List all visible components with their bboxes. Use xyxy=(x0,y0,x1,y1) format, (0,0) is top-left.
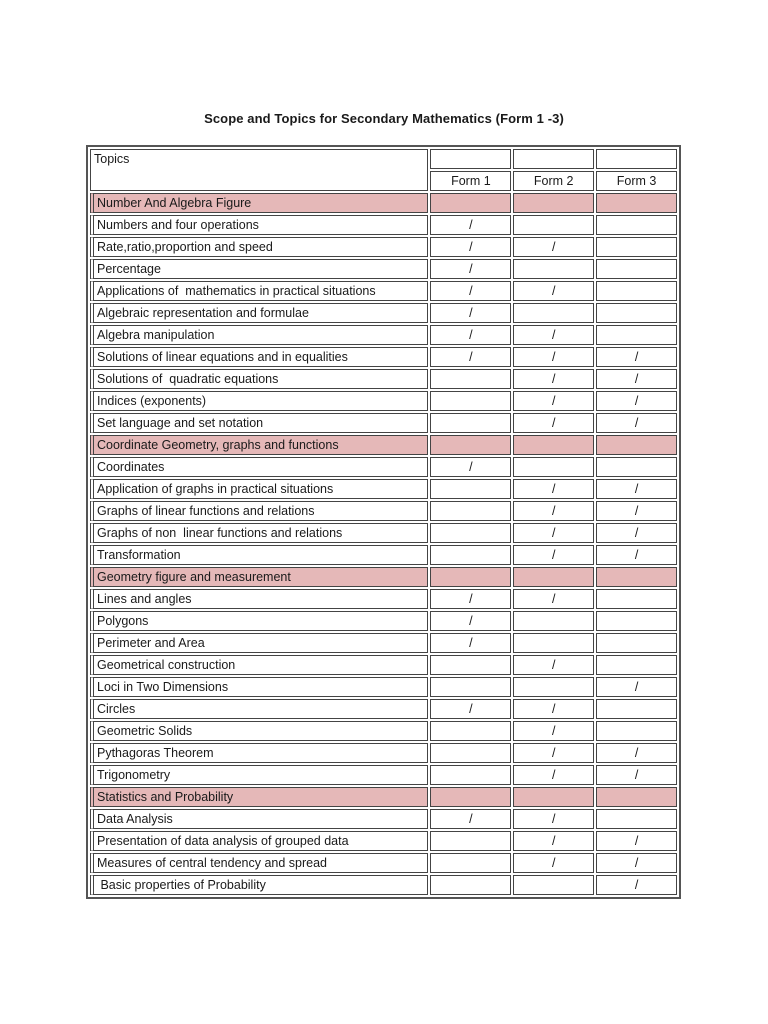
form-3-mark-cell: / xyxy=(596,501,677,521)
form-3-mark-cell: / xyxy=(596,853,677,873)
form-3-mark-cell: / xyxy=(596,391,677,411)
topic-row xyxy=(90,457,677,477)
topic-row xyxy=(90,809,677,829)
topic-label: Basic properties of Probability xyxy=(90,875,428,895)
form-1-mark-cell xyxy=(430,567,511,587)
topic-label: Geometric Solids xyxy=(90,721,428,741)
form-header-cell: Form 3 xyxy=(596,171,677,191)
form-2-mark-cell xyxy=(513,787,594,807)
form-3-mark-cell: / xyxy=(596,369,677,389)
form-3-mark-cell xyxy=(596,303,677,323)
form-1-mark-cell: / xyxy=(430,215,511,235)
form-3-mark-cell: / xyxy=(596,413,677,433)
topic-row xyxy=(90,523,677,543)
form-3-mark-cell: / xyxy=(596,479,677,499)
form-2-mark-cell: / xyxy=(513,853,594,873)
section-label: Statistics and Probability xyxy=(90,787,428,807)
topic-row xyxy=(90,259,677,279)
form-1-mark-cell: / xyxy=(430,611,511,631)
header-blank-cell xyxy=(596,149,677,169)
form-1-mark-cell: / xyxy=(430,457,511,477)
form-1-mark-cell xyxy=(430,721,511,741)
topic-row xyxy=(90,369,677,389)
topic-label: Algebraic representation and formulae xyxy=(90,303,428,323)
form-3-mark-cell xyxy=(596,809,677,829)
form-2-mark-cell: / xyxy=(513,347,594,367)
form-1-mark-cell xyxy=(430,853,511,873)
form-1-mark-cell xyxy=(430,831,511,851)
form-1-mark-cell xyxy=(430,743,511,763)
form-2-mark-cell xyxy=(513,193,594,213)
form-1-mark-cell xyxy=(430,193,511,213)
topic-row xyxy=(90,237,677,257)
form-1-mark-cell xyxy=(430,435,511,455)
topic-label: Data Analysis xyxy=(90,809,428,829)
form-1-mark-cell xyxy=(430,523,511,543)
form-3-mark-cell: / xyxy=(596,875,677,895)
form-2-mark-cell: / xyxy=(513,501,594,521)
form-3-mark-cell xyxy=(596,567,677,587)
form-header-cell: Form 1 xyxy=(430,171,511,191)
topic-row xyxy=(90,633,677,653)
section-label: Coordinate Geometry, graphs and functions xyxy=(90,435,428,455)
topics-table xyxy=(86,145,681,899)
topic-row xyxy=(90,875,677,895)
topic-row xyxy=(90,325,677,345)
topic-row xyxy=(90,853,677,873)
form-3-mark-cell: / xyxy=(596,523,677,543)
form-2-mark-cell xyxy=(513,567,594,587)
form-3-mark-cell xyxy=(596,237,677,257)
form-3-mark-cell: / xyxy=(596,545,677,565)
topic-row xyxy=(90,215,677,235)
form-2-mark-cell: / xyxy=(513,721,594,741)
form-3-mark-cell xyxy=(596,325,677,345)
form-3-mark-cell xyxy=(596,215,677,235)
section-row xyxy=(90,193,677,213)
form-1-mark-cell xyxy=(430,787,511,807)
form-2-mark-cell: / xyxy=(513,831,594,851)
section-row xyxy=(90,787,677,807)
topic-row xyxy=(90,479,677,499)
form-1-mark-cell xyxy=(430,479,511,499)
topic-row xyxy=(90,831,677,851)
form-2-mark-cell: / xyxy=(513,589,594,609)
form-3-mark-cell: / xyxy=(596,831,677,851)
topic-row xyxy=(90,721,677,741)
document-title: Scope and Topics for Secondary Mathematics (Form 1 -3) xyxy=(204,111,564,126)
form-3-mark-cell: / xyxy=(596,743,677,763)
form-2-mark-cell xyxy=(513,611,594,631)
topic-label: Coordinates xyxy=(90,457,428,477)
section-row xyxy=(90,435,677,455)
topic-label: Solutions of linear equations and in equalities xyxy=(90,347,428,367)
form-2-mark-cell: / xyxy=(513,523,594,543)
form-3-mark-cell xyxy=(596,721,677,741)
form-1-mark-cell xyxy=(430,875,511,895)
form-1-mark-cell: / xyxy=(430,303,511,323)
form-2-mark-cell: / xyxy=(513,391,594,411)
form-1-mark-cell: / xyxy=(430,633,511,653)
form-1-mark-cell xyxy=(430,413,511,433)
form-1-mark-cell: / xyxy=(430,589,511,609)
form-1-mark-cell xyxy=(430,545,511,565)
topic-label: Applications of mathematics in practical situations xyxy=(90,281,428,301)
header-blank-cell xyxy=(513,149,594,169)
section-label: Geometry figure and measurement xyxy=(90,567,428,587)
topic-label: Loci in Two Dimensions xyxy=(90,677,428,697)
form-1-mark-cell xyxy=(430,655,511,675)
topic-label: Numbers and four operations xyxy=(90,215,428,235)
form-2-mark-cell: / xyxy=(513,369,594,389)
form-1-mark-cell xyxy=(430,369,511,389)
form-2-mark-cell: / xyxy=(513,699,594,719)
topic-label: Percentage xyxy=(90,259,428,279)
topic-label: Perimeter and Area xyxy=(90,633,428,653)
form-1-mark-cell xyxy=(430,677,511,697)
form-2-mark-cell: / xyxy=(513,545,594,565)
topic-label: Rate,ratio,proportion and speed xyxy=(90,237,428,257)
form-3-mark-cell: / xyxy=(596,347,677,367)
form-1-mark-cell xyxy=(430,501,511,521)
topic-row xyxy=(90,765,677,785)
section-row xyxy=(90,567,677,587)
table-header-row-top xyxy=(90,149,677,169)
form-2-mark-cell xyxy=(513,435,594,455)
form-1-mark-cell xyxy=(430,391,511,411)
form-1-mark-cell: / xyxy=(430,325,511,345)
form-3-mark-cell xyxy=(596,281,677,301)
form-2-mark-cell xyxy=(513,677,594,697)
form-1-mark-cell: / xyxy=(430,237,511,257)
topic-label: Indices (exponents) xyxy=(90,391,428,411)
form-2-mark-cell: / xyxy=(513,325,594,345)
topic-row xyxy=(90,303,677,323)
topic-label: Application of graphs in practical situations xyxy=(90,479,428,499)
form-2-mark-cell: / xyxy=(513,655,594,675)
form-3-mark-cell xyxy=(596,655,677,675)
topic-row xyxy=(90,413,677,433)
form-3-mark-cell xyxy=(596,435,677,455)
form-2-mark-cell: / xyxy=(513,413,594,433)
topic-row xyxy=(90,545,677,565)
form-3-mark-cell: / xyxy=(596,677,677,697)
form-1-mark-cell: / xyxy=(430,347,511,367)
form-3-mark-cell xyxy=(596,787,677,807)
form-3-mark-cell: / xyxy=(596,765,677,785)
form-1-mark-cell xyxy=(430,765,511,785)
topic-label: Set language and set notation xyxy=(90,413,428,433)
form-2-mark-cell xyxy=(513,875,594,895)
form-3-mark-cell xyxy=(596,633,677,653)
form-2-mark-cell xyxy=(513,457,594,477)
topic-row xyxy=(90,655,677,675)
topic-row xyxy=(90,347,677,367)
topic-row xyxy=(90,391,677,411)
form-3-mark-cell xyxy=(596,193,677,213)
form-2-mark-cell: / xyxy=(513,237,594,257)
form-3-mark-cell xyxy=(596,611,677,631)
form-3-mark-cell xyxy=(596,589,677,609)
topic-label: Circles xyxy=(90,699,428,719)
form-2-mark-cell: / xyxy=(513,809,594,829)
topic-label: Transformation xyxy=(90,545,428,565)
topic-row xyxy=(90,699,677,719)
form-2-mark-cell xyxy=(513,215,594,235)
form-2-mark-cell: / xyxy=(513,765,594,785)
form-1-mark-cell: / xyxy=(430,699,511,719)
form-2-mark-cell xyxy=(513,303,594,323)
form-2-mark-cell xyxy=(513,633,594,653)
topic-row xyxy=(90,743,677,763)
topic-label: Geometrical construction xyxy=(90,655,428,675)
form-2-mark-cell: / xyxy=(513,281,594,301)
form-3-mark-cell xyxy=(596,259,677,279)
form-2-mark-cell: / xyxy=(513,479,594,499)
topic-label: Algebra manipulation xyxy=(90,325,428,345)
topic-label: Lines and angles xyxy=(90,589,428,609)
topic-row xyxy=(90,611,677,631)
section-label: Number And Algebra Figure xyxy=(90,193,428,213)
topics-header-cell: Topics xyxy=(90,149,428,191)
topic-row xyxy=(90,677,677,697)
topic-row xyxy=(90,281,677,301)
form-header-cell: Form 2 xyxy=(513,171,594,191)
form-2-mark-cell: / xyxy=(513,743,594,763)
header-blank-cell xyxy=(430,149,511,169)
form-1-mark-cell: / xyxy=(430,259,511,279)
topic-label: Trigonometry xyxy=(90,765,428,785)
topic-label: Graphs of non linear functions and relations xyxy=(90,523,428,543)
topic-label: Polygons xyxy=(90,611,428,631)
topic-row xyxy=(90,589,677,609)
topic-row xyxy=(90,501,677,521)
topic-label: Measures of central tendency and spread xyxy=(90,853,428,873)
form-2-mark-cell xyxy=(513,259,594,279)
topic-label: Graphs of linear functions and relations xyxy=(90,501,428,521)
form-1-mark-cell: / xyxy=(430,281,511,301)
form-1-mark-cell: / xyxy=(430,809,511,829)
topic-label: Solutions of quadratic equations xyxy=(90,369,428,389)
form-3-mark-cell xyxy=(596,699,677,719)
topic-label: Pythagoras Theorem xyxy=(90,743,428,763)
topics-table-body xyxy=(90,149,677,895)
form-3-mark-cell xyxy=(596,457,677,477)
topic-label: Presentation of data analysis of grouped data xyxy=(90,831,428,851)
